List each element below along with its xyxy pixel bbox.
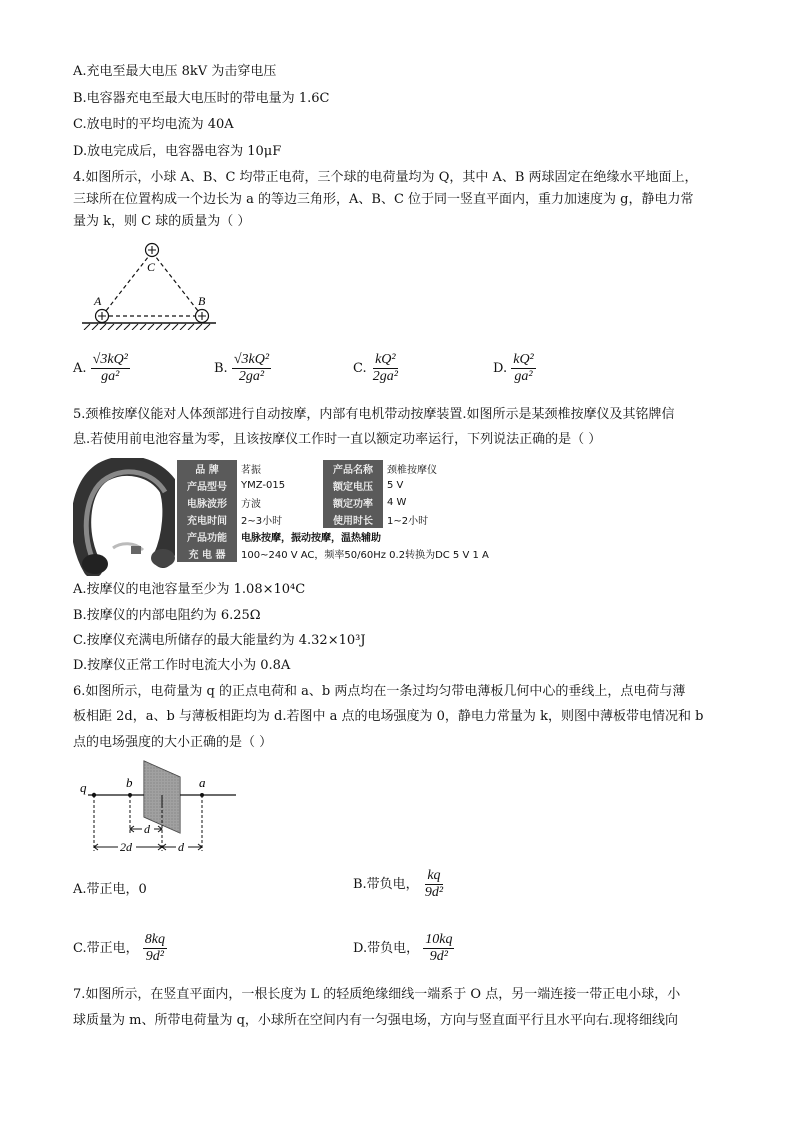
spec-value: 茗振 [241, 465, 261, 476]
q7-stem-line-2: 球质量为 m、所带电荷量为 q，小球所在空间内有一匀强电场，方向与竖直面平行且水平向右.现将细线向 [73, 1013, 679, 1028]
q6-stem-line-2: 板相距 2d，a、b 与薄板相距均为 d.若图中 a 点的电场强度为 0，静电力常量为 k，则图中薄板带电情况和 b [73, 709, 704, 724]
q6-option-a: A.带正电，0 [73, 882, 147, 897]
q6-option-c: C.带正电， $\frac{8kq}{\text{9d²}}$ [73, 932, 165, 964]
spec-key: 充 电 器 [177, 545, 237, 562]
dim-d-plate-a: d [178, 840, 184, 853]
q4-option-b: B. $\frac{\text{√3kQ²}}{\text{2ga²}}$ [214, 352, 270, 384]
q3-option-b: B.电容器充电至最大电压时的带电量为 1.6C [73, 91, 330, 106]
q4-stem-line-1: 4.如图所示，小球 A、B、C 均带正电荷，三个球的电荷量均为 Q，其中 A、B 两球固定在绝缘水平地面上， [73, 170, 698, 185]
q3-option-a: A.充电至最大电压 8kV 为击穿电压 [73, 64, 277, 79]
spec-key: 产品功能 [177, 528, 237, 545]
spec-value: 方波 [241, 499, 261, 510]
q3-option-c: C.放电时的平均电流为 40A [73, 117, 234, 132]
q5-stem-line-2: 息.若使用前电池容量为零，且该按摩仪工作时一直以额定功率运行，下列说法正确的是（ ） [73, 432, 602, 447]
dim-2d: 2d [120, 840, 132, 853]
q6-plate-figure [78, 755, 238, 853]
spec-key: 产品型号 [177, 477, 237, 494]
dim-d-b-plate: d [144, 822, 150, 836]
spec-value: 4 W [387, 497, 407, 508]
q6-stem-line-3: 点的电场强度的大小正确的是（ ） [73, 735, 273, 750]
q5-option-b: B.按摩仪的内部电阻约为 6.25Ω [73, 608, 261, 623]
specification-table [177, 460, 493, 562]
spec-value: 2~3小时 [241, 516, 283, 527]
q3-option-d: D.放电完成后，电容器电容为 10μF [73, 144, 282, 159]
q5-option-c: C.按摩仪充满电所储存的最大能量约为 4.32×10³J [73, 633, 366, 648]
q4-triangle-figure [80, 238, 220, 330]
spec-key: 电脉波形 [177, 494, 237, 511]
q6-stem-line-1: 6.如图所示，电荷量为 q 的正点电荷和 a、b 两点均在一条过均匀带电薄板几何中心的垂线上，点电荷与薄 [73, 684, 686, 699]
label-a: A [94, 294, 102, 308]
spec-value: 电脉按摩，振动按摩，温热辅助 [241, 533, 381, 544]
q4-option-a: A. $\frac{\text{√3kQ²}}{\text{ga²}}$ [73, 352, 128, 384]
label-q: q [80, 780, 87, 795]
q5-stem-line-1: 5.颈椎按摩仪能对人体颈部进行自动按摩，内部有电机带动按摩装置.如图所示是某颈椎按摩仪及其铭牌信 [73, 407, 675, 422]
spec-key: 产品名称 [323, 460, 383, 477]
spec-key: 额定电压 [323, 477, 383, 494]
spec-value: 颈椎按摩仪 [387, 465, 437, 476]
spec-key: 充电时间 [177, 511, 237, 528]
q5-option-a: A.按摩仪的电池容量至少为 1.08×10⁴C [73, 582, 306, 597]
q5-option-d: D.按摩仪正常工作时电流大小为 0.8A [73, 658, 291, 673]
spec-key: 品 牌 [177, 460, 237, 477]
spec-value: 100~240 V AC，频率50/60Hz 0.2转换为DC 5 V 1 A [241, 550, 489, 561]
q6-option-b: B.带负电， $\frac{kq}{\text{9d²}}$ [353, 868, 444, 900]
spec-key: 使用时长 [323, 511, 383, 528]
spec-key: 额定功率 [323, 494, 383, 511]
label-c: C [147, 260, 156, 274]
q4-stem-line-3: 量为 k，则 C 球的质量为（ ） [73, 214, 251, 229]
q4-option-c: C. $\frac{\text{kQ²}}{\text{2ga²}}$ [353, 352, 398, 384]
label-a: a [199, 775, 206, 790]
q4-option-d: D. $\frac{\text{kQ²}}{\text{ga²}}$ [493, 352, 534, 384]
q4-stem-line-2: 三球所在位置构成一个边长为 a 的等边三角形，A、B、C 位于同一竖直平面内，重力加速度为 g，静电力常 [73, 192, 694, 207]
q6-option-d: D.带负电， $\frac{10kq}{\text{9d²}}$ [353, 932, 453, 964]
q7-stem-line-1: 7.如图所示，在竖直平面内，一根长度为 L 的轻质绝缘细线一端系于 O 点，另一端连接一带正电小球，小 [73, 987, 681, 1002]
label-b: B [198, 294, 206, 308]
spec-value: YMZ-015 [241, 480, 286, 491]
spec-value: 1~2小时 [387, 516, 429, 527]
label-b: b [126, 775, 133, 790]
massager-image [73, 458, 175, 576]
spec-value: 5 V [387, 480, 404, 491]
